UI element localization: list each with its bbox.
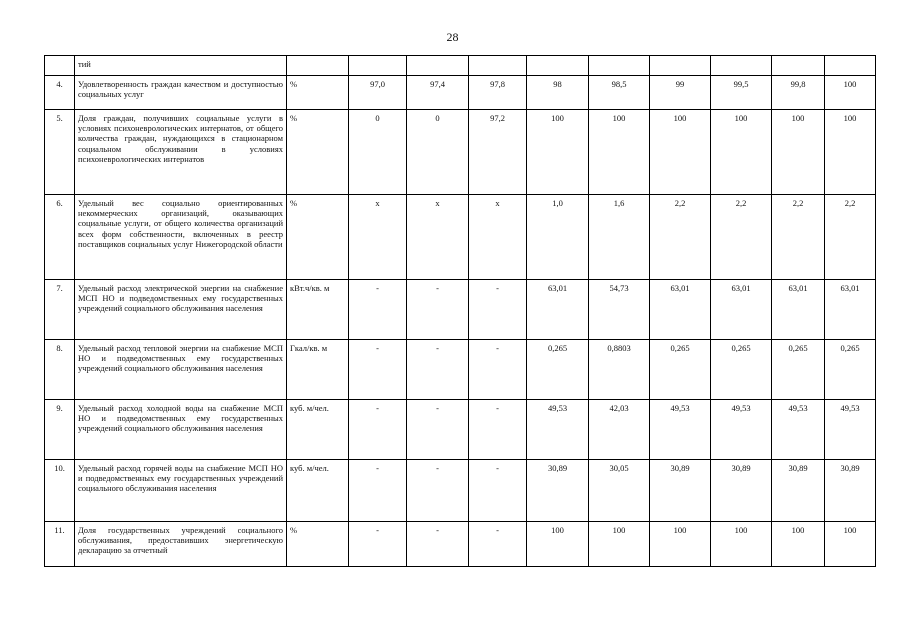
value-cell: 54,73 [589, 280, 650, 340]
value-cell: - [407, 340, 469, 400]
table-row [45, 110, 876, 195]
value-cell: 2,2 [772, 195, 825, 280]
table-row [45, 56, 876, 76]
unit-cell [287, 56, 349, 76]
table-body [45, 56, 876, 567]
indicator-name: Удовлетворенность граждан качеством и доступностью социальных услуг [75, 76, 287, 110]
value-cell: 0 [407, 110, 469, 195]
value-cell: 100 [825, 110, 876, 195]
value-cell: 0,265 [527, 340, 589, 400]
value-cell: 2,2 [650, 195, 711, 280]
value-cell: 100 [589, 522, 650, 567]
value-cell: - [349, 280, 407, 340]
value-cell: 100 [711, 522, 772, 567]
value-cell: 30,05 [589, 460, 650, 522]
value-cell: 30,89 [527, 460, 589, 522]
value-cell: 100 [772, 522, 825, 567]
value-cell: - [349, 460, 407, 522]
row-number [45, 56, 75, 76]
value-cell: - [469, 340, 527, 400]
value-cell: х [407, 195, 469, 280]
value-cell: - [407, 522, 469, 567]
page-number: 28 [446, 30, 459, 44]
value-cell: - [407, 280, 469, 340]
value-cell: 63,01 [527, 280, 589, 340]
unit-cell: % [287, 522, 349, 567]
value-cell: 100 [527, 522, 589, 567]
value-cell: - [349, 522, 407, 567]
table-row [45, 522, 876, 567]
row-number: 5. [45, 110, 75, 195]
table-row [45, 340, 876, 400]
value-cell: 0,8803 [589, 340, 650, 400]
unit-cell: % [287, 195, 349, 280]
value-cell: - [349, 340, 407, 400]
value-cell [407, 56, 469, 76]
unit-cell: % [287, 76, 349, 110]
value-cell: 63,01 [711, 280, 772, 340]
value-cell: 30,89 [772, 460, 825, 522]
value-cell [772, 56, 825, 76]
value-cell [825, 56, 876, 76]
value-cell: 0,265 [772, 340, 825, 400]
unit-cell: кВт.ч/кв. м [287, 280, 349, 340]
value-cell: 97,2 [469, 110, 527, 195]
value-cell: 0 [349, 110, 407, 195]
value-cell: х [349, 195, 407, 280]
value-cell: 99 [650, 76, 711, 110]
row-number: 11. [45, 522, 75, 567]
table-row [45, 280, 876, 340]
value-cell: 100 [527, 110, 589, 195]
value-cell: 42,03 [589, 400, 650, 460]
indicators-table [44, 55, 876, 567]
indicator-name: Удельный расход электрической энергии на снабжение МСП НО и подведомственных ему государственных учреждений социального обслуживания населения [75, 280, 287, 340]
value-cell: 2,2 [825, 195, 876, 280]
unit-cell: Гкал/кв. м [287, 340, 349, 400]
value-cell [469, 56, 527, 76]
value-cell: х [469, 195, 527, 280]
value-cell: - [469, 460, 527, 522]
value-cell: 63,01 [825, 280, 876, 340]
value-cell: 49,53 [527, 400, 589, 460]
value-cell: 99,8 [772, 76, 825, 110]
row-number: 9. [45, 400, 75, 460]
value-cell: 1,0 [527, 195, 589, 280]
value-cell: 100 [589, 110, 650, 195]
value-cell [650, 56, 711, 76]
value-cell: 63,01 [650, 280, 711, 340]
value-cell: - [407, 400, 469, 460]
table-row [45, 195, 876, 280]
indicator-name: Удельный вес социально ориентированных некоммерческих организаций, оказывающих социальные услуги, от общего количества организаций всех форм собственности, включенных в реестр поставщиков социальных услуг Нижегородской области [75, 195, 287, 280]
value-cell: 0,265 [825, 340, 876, 400]
value-cell: - [349, 400, 407, 460]
indicator-name: тий [75, 56, 287, 76]
value-cell: 99,5 [711, 76, 772, 110]
table-row [45, 76, 876, 110]
indicator-name: Доля государственных учреждений социального обслуживания, предоставивших энергетическую декларацию за отчетный [75, 522, 287, 567]
row-number: 10. [45, 460, 75, 522]
row-number: 7. [45, 280, 75, 340]
value-cell: 30,89 [825, 460, 876, 522]
value-cell [711, 56, 772, 76]
value-cell: 1,6 [589, 195, 650, 280]
value-cell: 97,0 [349, 76, 407, 110]
row-number: 6. [45, 195, 75, 280]
value-cell: 100 [772, 110, 825, 195]
value-cell: 100 [650, 110, 711, 195]
value-cell: - [469, 522, 527, 567]
value-cell: 100 [711, 110, 772, 195]
value-cell: 30,89 [650, 460, 711, 522]
value-cell: - [469, 280, 527, 340]
value-cell: - [469, 400, 527, 460]
value-cell: 100 [825, 522, 876, 567]
value-cell [589, 56, 650, 76]
value-cell: 49,53 [650, 400, 711, 460]
row-number: 4. [45, 76, 75, 110]
unit-cell: % [287, 110, 349, 195]
value-cell: 100 [650, 522, 711, 567]
value-cell: 30,89 [711, 460, 772, 522]
indicator-name: Удельный расход холодной воды на снабжение МСП НО и подведомственных ему государственных учреждений социального обслуживания населения [75, 400, 287, 460]
value-cell: 98 [527, 76, 589, 110]
row-number: 8. [45, 340, 75, 400]
value-cell [527, 56, 589, 76]
indicator-name: Удельный расход горячей воды на снабжение МСП НО и подведомственных ему государственных учреждений социального обслуживания населения [75, 460, 287, 522]
value-cell: 49,53 [825, 400, 876, 460]
table-row [45, 400, 876, 460]
indicator-name: Доля граждан, получивших социальные услуги в условиях психоневрологических интернатов, от общего количества граждан, нуждающихся в стационарном социальном обслуживании в условиях психоневрологических интернатов [75, 110, 287, 195]
value-cell: 97,8 [469, 76, 527, 110]
value-cell: 100 [825, 76, 876, 110]
unit-cell: куб. м/чел. [287, 400, 349, 460]
value-cell: 49,53 [711, 400, 772, 460]
unit-cell: куб. м/чел. [287, 460, 349, 522]
value-cell: 2,2 [711, 195, 772, 280]
value-cell: - [407, 460, 469, 522]
value-cell: 63,01 [772, 280, 825, 340]
indicator-name: Удельный расход тепловой энергии на снабжение МСП НО и подведомственных ему государственных учреждений социального обслуживания населения [75, 340, 287, 400]
value-cell: 98,5 [589, 76, 650, 110]
value-cell: 97,4 [407, 76, 469, 110]
value-cell: 0,265 [650, 340, 711, 400]
value-cell: 0,265 [711, 340, 772, 400]
value-cell: 49,53 [772, 400, 825, 460]
table-row [45, 460, 876, 522]
value-cell [349, 56, 407, 76]
